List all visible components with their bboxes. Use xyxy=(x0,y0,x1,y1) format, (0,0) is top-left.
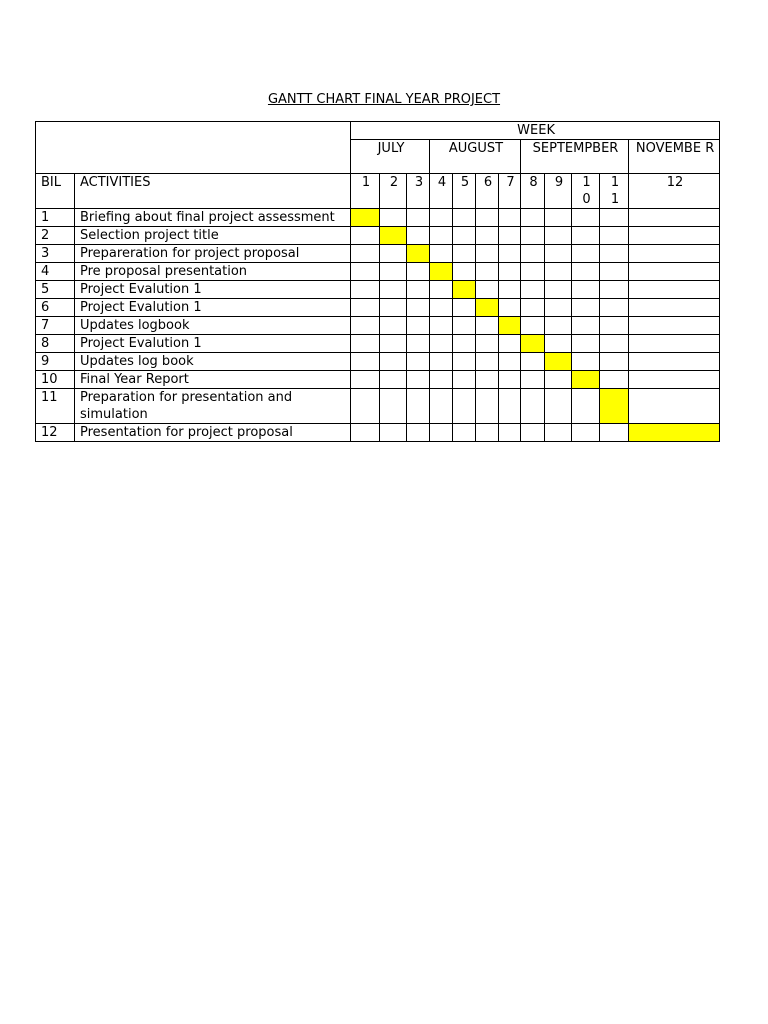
week-cell xyxy=(629,353,720,371)
week-cell xyxy=(453,389,476,424)
week-cell xyxy=(351,263,380,281)
week-cell xyxy=(545,299,572,317)
week-cell xyxy=(545,209,572,227)
week-cell xyxy=(499,424,521,442)
activity-row xyxy=(36,281,720,299)
week-cell xyxy=(407,209,430,227)
week-cell xyxy=(407,371,430,389)
week-cell xyxy=(476,209,499,227)
bil-cell: 9 xyxy=(36,353,75,371)
gantt-bar-cell xyxy=(521,335,545,353)
week-cell xyxy=(521,424,545,442)
week-cell xyxy=(453,371,476,389)
week-cell xyxy=(476,371,499,389)
week-cell xyxy=(351,371,380,389)
week-number: 1 xyxy=(351,174,380,209)
week-cell xyxy=(380,353,407,371)
week-number: 3 xyxy=(407,174,430,209)
week-cell xyxy=(476,263,499,281)
week-cell xyxy=(380,281,407,299)
week-cell xyxy=(476,281,499,299)
week-cell xyxy=(521,299,545,317)
activity-row xyxy=(36,371,720,389)
week-cell xyxy=(380,209,407,227)
gantt-bar-cell xyxy=(629,424,720,442)
activity-row xyxy=(36,389,720,424)
activity-row xyxy=(36,299,720,317)
bil-cell: 2 xyxy=(36,227,75,245)
week-cell xyxy=(572,245,600,263)
month-header: SEPTEMPBER xyxy=(521,140,629,174)
week-cell xyxy=(351,353,380,371)
week-cell xyxy=(499,299,521,317)
week-cell xyxy=(600,245,629,263)
week-cell xyxy=(545,245,572,263)
month-header: NOVEMBE R xyxy=(629,140,720,174)
week-cell xyxy=(572,424,600,442)
week-cell xyxy=(351,424,380,442)
week-cell xyxy=(407,317,430,335)
week-cell xyxy=(499,209,521,227)
activity-cell: Preparation for presentation and simulation xyxy=(75,389,351,424)
week-cell xyxy=(521,317,545,335)
week-cell xyxy=(380,317,407,335)
week-cell xyxy=(600,209,629,227)
gantt-bar-cell xyxy=(430,263,453,281)
activity-row xyxy=(36,353,720,371)
bil-cell: 5 xyxy=(36,281,75,299)
activity-row xyxy=(36,317,720,335)
week-cell xyxy=(499,389,521,424)
header-blank xyxy=(36,122,351,174)
week-cell xyxy=(476,317,499,335)
week-cell xyxy=(572,263,600,281)
activity-cell: Briefing about final project assessment xyxy=(75,209,351,227)
week-cell xyxy=(521,371,545,389)
activity-row xyxy=(36,209,720,227)
activity-row xyxy=(36,424,720,442)
week-cell xyxy=(407,424,430,442)
week-cell xyxy=(351,227,380,245)
header-week-row xyxy=(36,122,720,140)
week-cell xyxy=(453,263,476,281)
week-cell xyxy=(453,227,476,245)
bil-cell: 4 xyxy=(36,263,75,281)
week-number: 6 xyxy=(476,174,499,209)
week-cell xyxy=(600,227,629,245)
week-cell xyxy=(430,317,453,335)
activity-cell: Presentation for project proposal xyxy=(75,424,351,442)
week-cell xyxy=(407,281,430,299)
week-cell xyxy=(572,353,600,371)
week-cell xyxy=(453,353,476,371)
week-cell xyxy=(572,335,600,353)
week-cell xyxy=(380,245,407,263)
week-number: 7 xyxy=(499,174,521,209)
week-cell xyxy=(430,227,453,245)
week-cell xyxy=(430,299,453,317)
week-cell xyxy=(545,281,572,299)
week-cell xyxy=(430,335,453,353)
gantt-bar-cell xyxy=(476,299,499,317)
week-cell xyxy=(600,299,629,317)
bil-cell: 7 xyxy=(36,317,75,335)
week-cell xyxy=(380,263,407,281)
bil-header: BIL xyxy=(36,174,75,209)
week-cell xyxy=(521,245,545,263)
week-cell xyxy=(430,353,453,371)
week-cell xyxy=(453,424,476,442)
week-cell xyxy=(629,317,720,335)
week-cell xyxy=(629,263,720,281)
gantt-bar-cell xyxy=(453,281,476,299)
activity-row xyxy=(36,263,720,281)
week-cell xyxy=(453,299,476,317)
week-cell xyxy=(430,371,453,389)
week-cell xyxy=(572,209,600,227)
week-cell xyxy=(380,389,407,424)
week-cell xyxy=(600,371,629,389)
week-cell xyxy=(453,245,476,263)
gantt-bar-cell xyxy=(380,227,407,245)
activity-cell: Final Year Report xyxy=(75,371,351,389)
week-cell xyxy=(521,353,545,371)
activity-cell: Prepareration for project proposal xyxy=(75,245,351,263)
bil-cell: 8 xyxy=(36,335,75,353)
week-cell xyxy=(629,245,720,263)
bil-cell: 11 xyxy=(36,389,75,424)
week-cell xyxy=(351,299,380,317)
week-cell xyxy=(629,209,720,227)
week-cell xyxy=(407,299,430,317)
week-cell xyxy=(545,227,572,245)
week-cell xyxy=(521,209,545,227)
week-cell xyxy=(629,227,720,245)
activity-cell: Updates log book xyxy=(75,353,351,371)
week-cell xyxy=(407,227,430,245)
activity-cell: Project Evalution 1 xyxy=(75,335,351,353)
bil-cell: 12 xyxy=(36,424,75,442)
week-cell xyxy=(407,389,430,424)
week-cell xyxy=(499,227,521,245)
activity-cell: Selection project title xyxy=(75,227,351,245)
week-cell xyxy=(430,281,453,299)
week-cell xyxy=(476,389,499,424)
week-cell xyxy=(430,424,453,442)
gantt-bar-cell xyxy=(600,389,629,424)
week-cell xyxy=(545,424,572,442)
week-cell xyxy=(351,389,380,424)
week-cell xyxy=(600,317,629,335)
gantt-bar-cell xyxy=(351,209,380,227)
week-cell xyxy=(521,263,545,281)
week-cell xyxy=(629,335,720,353)
week-cell xyxy=(453,317,476,335)
week-cell xyxy=(407,353,430,371)
bil-cell: 10 xyxy=(36,371,75,389)
week-cell xyxy=(380,371,407,389)
week-cell xyxy=(351,245,380,263)
week-cell xyxy=(521,281,545,299)
month-header: JULY xyxy=(351,140,430,174)
activity-cell: Updates logbook xyxy=(75,317,351,335)
gantt-bar-cell xyxy=(407,245,430,263)
week-cell xyxy=(521,389,545,424)
week-cell xyxy=(545,371,572,389)
bil-cell: 6 xyxy=(36,299,75,317)
week-cell xyxy=(572,317,600,335)
page-title-text: GANTT CHART FINAL YEAR PROJECT xyxy=(267,92,501,107)
week-number: 1 0 xyxy=(572,174,600,209)
week-cell xyxy=(499,245,521,263)
week-cell xyxy=(476,227,499,245)
week-cell xyxy=(572,227,600,245)
week-cell xyxy=(351,281,380,299)
week-cell xyxy=(407,263,430,281)
week-number: 1 1 xyxy=(600,174,629,209)
week-cell xyxy=(407,335,430,353)
gantt-body xyxy=(36,122,720,442)
week-cell xyxy=(380,335,407,353)
week-cell xyxy=(600,281,629,299)
week-cell xyxy=(499,353,521,371)
week-cell xyxy=(572,389,600,424)
week-cell xyxy=(476,335,499,353)
gantt-table xyxy=(35,121,720,442)
page-title xyxy=(0,92,768,107)
week-cell xyxy=(476,424,499,442)
week-cell xyxy=(380,424,407,442)
week-cell xyxy=(600,335,629,353)
week-number: 4 xyxy=(430,174,453,209)
week-cell xyxy=(629,371,720,389)
week-header: WEEK xyxy=(351,122,720,140)
activity-cell: Pre proposal presentation xyxy=(75,263,351,281)
week-cell xyxy=(545,317,572,335)
week-cell xyxy=(600,424,629,442)
week-number: 5 xyxy=(453,174,476,209)
week-cell xyxy=(629,389,720,424)
week-cell xyxy=(476,353,499,371)
week-cell xyxy=(499,281,521,299)
week-cell xyxy=(380,299,407,317)
week-cell xyxy=(453,335,476,353)
activities-header: ACTIVITIES xyxy=(75,174,351,209)
week-number: 8 xyxy=(521,174,545,209)
week-number: 12 xyxy=(629,174,720,209)
week-cell xyxy=(430,389,453,424)
week-cell xyxy=(499,371,521,389)
bil-cell: 1 xyxy=(36,209,75,227)
week-cell xyxy=(572,281,600,299)
week-cell xyxy=(476,245,499,263)
week-cell xyxy=(351,335,380,353)
week-cell xyxy=(499,263,521,281)
week-cell xyxy=(600,353,629,371)
activity-cell: Project Evalution 1 xyxy=(75,281,351,299)
week-cell xyxy=(629,299,720,317)
activity-row xyxy=(36,335,720,353)
week-cell xyxy=(572,299,600,317)
week-cell xyxy=(453,209,476,227)
week-cell xyxy=(629,281,720,299)
gantt-bar-cell xyxy=(545,353,572,371)
week-cell xyxy=(499,335,521,353)
header-weeknum-row xyxy=(36,174,720,209)
gantt-bar-cell xyxy=(499,317,521,335)
week-cell xyxy=(430,245,453,263)
activity-row xyxy=(36,245,720,263)
bil-cell: 3 xyxy=(36,245,75,263)
week-cell xyxy=(545,389,572,424)
week-cell xyxy=(600,263,629,281)
activity-cell: Project Evalution 1 xyxy=(75,299,351,317)
gantt-bar-cell xyxy=(572,371,600,389)
month-header: AUGUST xyxy=(430,140,521,174)
week-cell xyxy=(430,209,453,227)
week-cell xyxy=(351,317,380,335)
week-cell xyxy=(545,263,572,281)
week-cell xyxy=(521,227,545,245)
activity-row xyxy=(36,227,720,245)
week-cell xyxy=(545,335,572,353)
week-number: 9 xyxy=(545,174,572,209)
week-number: 2 xyxy=(380,174,407,209)
